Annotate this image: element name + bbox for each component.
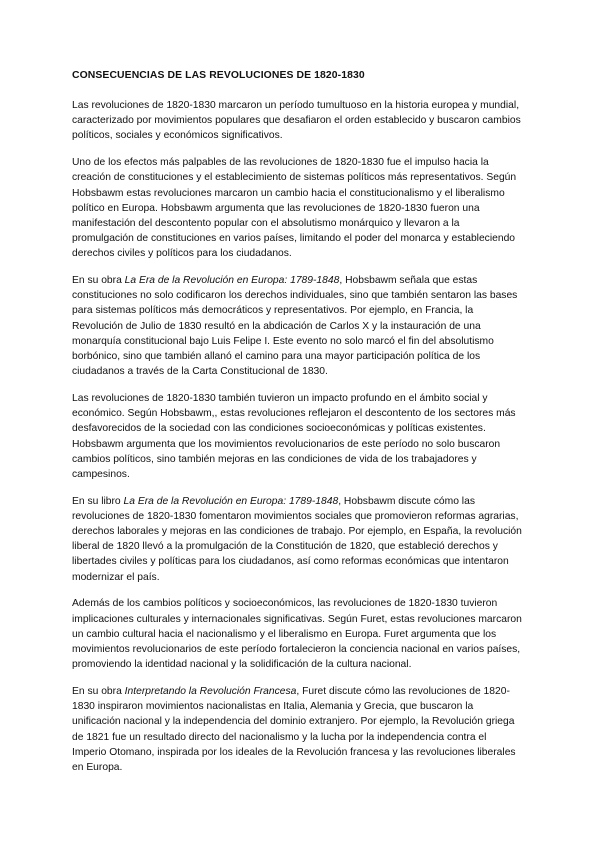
paragraph-2-text: Uno de los efectos más palpables de las revoluciones de 1820-1830 fue el impulso hacia la creación de constituciones y el establecimiento de sistemas políticos más representativos. Según Hobsbawm estas revoluciones marcaron un cambio hacia el constitucionalismo y el liberalismo político en Europa. Hobsbawm argumenta que las revoluciones de 1820-1830 fueron una manifestación del descontento popular con el absolutismo monárquico y llevaron a la promulgación de constituciones en varios países, limitando el poder del monarca y estableciendo derechos civiles y políticos para los ciudadanos. bbox=[72, 157, 517, 260]
paragraph-5-lead: En su libro bbox=[72, 495, 124, 507]
paragraph-3 bbox=[72, 273, 522, 379]
document-page bbox=[72, 68, 522, 787]
document-title: CONSECUENCIAS DE LAS REVOLUCIONES DE 1820-1830 bbox=[72, 70, 365, 81]
paragraph-4-text: Las revoluciones de 1820-1830 también tuvieron un impacto profundo en el ámbito social y económico. Según Hobsbawm,, estas revoluciones reflejaron el descontento de los sectores más desfavorecidos de la sociedad con las condiciones socioeconómicas y políticas existentes. Hobsbawm argumenta que los movimientos revolucionarios de este período no solo buscaron cambios políticos, sino también mejoras en las condiciones de vida de los trabajadores y campesinos. bbox=[72, 392, 516, 480]
paragraph-2 bbox=[72, 155, 522, 261]
paragraph-1 bbox=[72, 98, 522, 144]
paragraph-6-text: Además de los cambios políticos y socioeconómicos, las revoluciones de 1820-1830 tuvieron implicaciones culturales y internacionales significativas. Según Furet, estas revoluciones marcaron un cambio cultural hacia el nacionalismo y el liberalismo en Europa. Furet argumenta que los movimientos revolucionarios de este período fortalecieron la conciencia nacional en varios países, promoviendo la identidad nacional y la solidificación de la cultura nacional. bbox=[72, 598, 522, 671]
paragraph-6 bbox=[72, 596, 522, 672]
paragraph-4 bbox=[72, 391, 522, 482]
paragraph-7 bbox=[72, 684, 522, 775]
book-title-hobsbawm-2: La Era de la Revolución en Europa: 1789-1848 bbox=[123, 495, 339, 507]
paragraph-7-text: , Furet discute cómo las revoluciones de 1820-1830 inspiraron movimientos nacionalistas en Italia, Alemania y Grecia, que buscaron la unificación nacional y la independencia del dominio extranjero. Por ejemplo, la Revolución griega de 1821 fue un resultado directo del nacionalismo y la lucha por la independencia contra el Imperio Otomano, inspirada por los ideales de la Revolución francesa y las revoluciones liberales en Europa. bbox=[72, 685, 516, 773]
book-title-furet: Interpretando la Revolución Francesa bbox=[124, 685, 297, 697]
paragraph-5-text: , Hobsbawm discute cómo las revoluciones de 1820-1830 fomentaron movimientos sociales que promovieron reformas agrarias, derechos laborales y mejoras en las condiciones de trabajo. Por ejemplo, en España, la revolución liberal de 1820 llevó a la promulgación de la Constitución de 1820, que estableció derechos y libertades civiles y políticas para los ciudadanos, así como reformas económicas que intentaron modernizar el país. bbox=[72, 495, 522, 583]
paragraph-7-lead: En su obra bbox=[72, 685, 125, 697]
paragraph-3-lead: En su obra bbox=[72, 275, 125, 287]
paragraph-1-text: Las revoluciones de 1820-1830 marcaron un período tumultuoso en la historia europea y mundial, caracterizado por movimientos populares que desafiaron el orden establecido y buscaron cambios políticos, sociales y económicos significativos. bbox=[72, 100, 521, 142]
paragraph-5 bbox=[72, 494, 522, 585]
book-title-hobsbawm: La Era de la Revolución en Europa: 1789-1848 bbox=[124, 275, 340, 287]
paragraph-3-text: , Hobsbawm señala que estas constituciones no solo codificaron los derechos individuales, sino que también sentaron las bases para sistemas políticos más democráticos y representativos. Por ejemplo, en Francia, la Revolución de Julio de 1830 resultó en la abdicación de Carlos X y la instauración de una monarquía constitucional bajo Luis Felipe I. Este evento no solo marcó el fin del absolutismo borbónico, sino que también allanó el camino para una mayor participación política de los ciudadanos a través de la Carta Constitucional de 1830. bbox=[72, 275, 518, 378]
